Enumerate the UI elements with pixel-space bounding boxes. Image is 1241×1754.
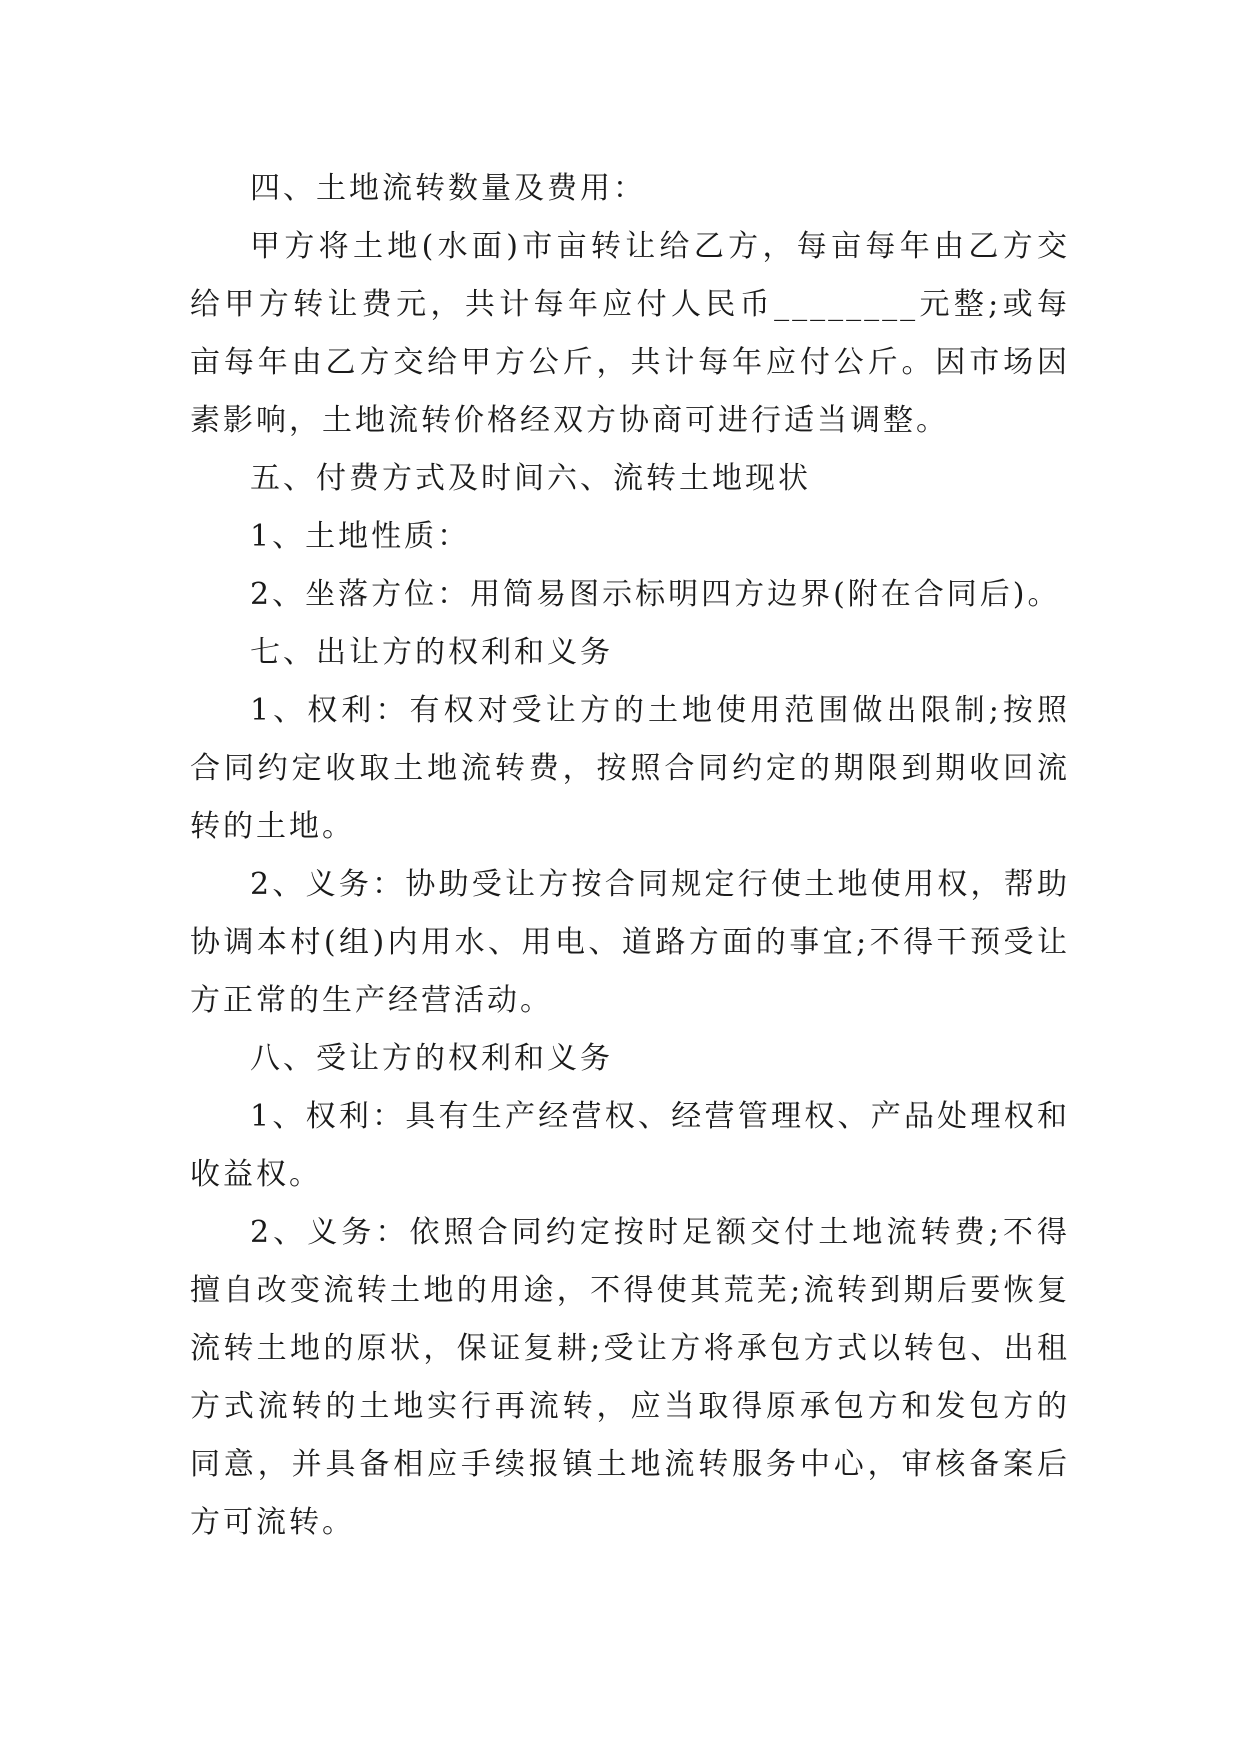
section-heading-4: 四、土地流转数量及费用： bbox=[250, 171, 646, 206]
paragraph-transferee-rights: 1、权利：具有生产经营权、经营管理权、产品处理权和收益权。 bbox=[190, 1099, 1070, 1192]
paragraph-transfer-fee: 甲方将土地(水面)市亩转让给乙方，每亩每年由乙方交给甲方转让费元，共计每年应付人民币________元整;或每亩每年由乙方交给甲方公斤，共计每年应付公斤。因市场因素影响，土地流转价格经双方协商可进行适当调整。 bbox=[190, 229, 1070, 438]
section-heading-8: 八、受让方的权利和义务 bbox=[250, 1041, 613, 1076]
paragraph-transferor-obligations: 2、义务：协助受让方按合同规定行使土地使用权，帮助协调本村(组)内用水、用电、道路方面的事宜;不得干预受让方正常的生产经营活动。 bbox=[190, 867, 1070, 1018]
paragraph-transferor-rights: 1、权利：有权对受让方的土地使用范围做出限制;按照合同约定收取土地流转费，按照合同约定的期限到期收回流转的土地。 bbox=[190, 693, 1070, 844]
paragraph-transferee-obligations: 2、义务：依照合同约定按时足额交付土地流转费;不得擅自改变流转土地的用途，不得使其荒芜;流转到期后要恢复流转土地的原状，保证复耕;受让方将承包方式以转包、出租方式流转的土地实行再流转，应当取得原承包方和发包方的同意，并具备相应手续报镇土地流转服务中心，审核备案后方可流转。 bbox=[190, 1215, 1070, 1540]
section-heading-7: 七、出让方的权利和义务 bbox=[250, 635, 613, 670]
paragraph-land-nature: 1、土地性质： bbox=[250, 519, 471, 554]
section-heading-5-6: 五、付费方式及时间六、流转土地现状 bbox=[250, 461, 811, 496]
paragraph-location: 2、坐落方位：用简易图示标明四方边界(附在合同后)。 bbox=[250, 577, 1061, 612]
document-body bbox=[190, 160, 1070, 1552]
